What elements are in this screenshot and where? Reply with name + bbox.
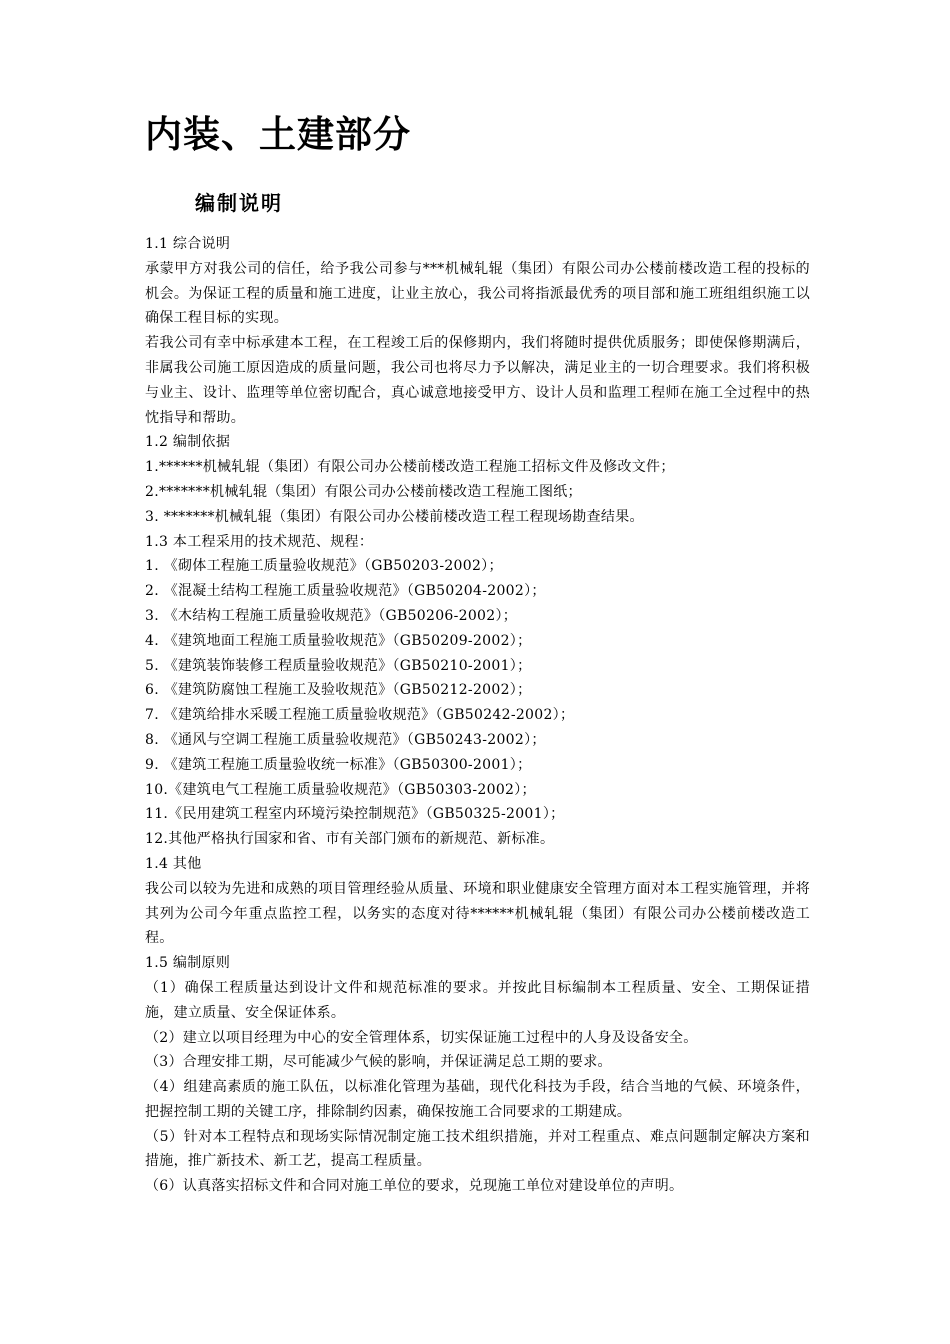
paragraph: 1.******机械轧辊（集团）有限公司办公楼前楼改造工程施工招标文件及修改文件； [145, 459, 675, 476]
paragraph: （1）确保工程质量达到设计文件和规范标准的要求。并按此目标编制本工程质量、安全、工期保证措施，建立质量、安全保证体系。 [145, 979, 810, 1021]
paragraph: 7. 《建筑给排水采暖工程施工质量验收规范》（GB50242-2002）； [145, 707, 575, 724]
section-heading: 编制说明 [195, 191, 283, 215]
paragraph: 1.5 编制原则 [145, 955, 231, 972]
paragraph: 9. 《建筑工程施工质量验收统一标准》（GB50300-2001）； [145, 756, 532, 773]
paragraph: 6. 《建筑防腐蚀工程施工及验收规范》（GB50212-2002）； [145, 682, 532, 699]
paragraph: 11.《民用建筑工程室内环境污染控制规范》（GB50325-2001）； [145, 806, 565, 823]
paragraph: 我公司以较为先进和成熟的项目管理经验从质量、环境和职业健康安全管理方面对本工程实施管理，并将其列为公司今年重点监控工程，以务实的态度对待******机械轧辊（集团）有限公司办公楼前楼改造工程。 [145, 880, 810, 947]
paragraph: （5）针对本工程特点和现场实际情况制定施工技术组织措施，并对工程重点、难点问题制定解决方案和措施，推广新技术、新工艺，提高工程质量。 [145, 1128, 810, 1170]
paragraph: 10.《建筑电气工程施工质量验收规范》（GB50303-2002）； [145, 781, 536, 798]
paragraph: 若我公司有幸中标承建本工程，在工程竣工后的保修期内，我们将随时提供优质服务；即使保修期满后，非属我公司施工原因造成的质量问题，我公司也将尽力予以解决，满足业主的一切合理要求。我们将积极与业主、设计、监理等单位密切配合，真心诚意地接受甲方、设计人员和监理工程师在施工全过程中的热忱指导和帮助。 [145, 335, 810, 426]
paragraph: 3. *******机械轧辊（集团）有限公司办公楼前楼改造工程工程现场勘查结果。 [145, 508, 644, 525]
document-body [145, 232, 810, 1199]
paragraph: （3）合理安排工期，尽可能减少气候的影响，并保证满足总工期的要求。 [145, 1054, 612, 1071]
document-title: 内装、土建部分 [145, 113, 411, 156]
paragraph: 5. 《建筑装饰装修工程质量验收规范》（GB50210-2001）； [145, 657, 532, 674]
document-page [145, 110, 810, 1199]
paragraph: 3. 《木结构工程施工质量验收规范》（GB50206-2002）； [145, 607, 518, 624]
paragraph: （4）组建高素质的施工队伍，以标准化管理为基础，现代化科技为手段，结合当地的气候、环境条件，把握控制工期的关键工序，排除制约因素，确保按施工合同要求的工期建成。 [145, 1079, 810, 1120]
paragraph: 2.*******机械轧辊（集团）有限公司办公楼前楼改造工程施工图纸； [145, 483, 582, 500]
paragraph: （2）建立以项目经理为中心的安全管理体系，切实保证施工过程中的人身及设备安全。 [145, 1029, 698, 1046]
paragraph: 1.3 本工程采用的技术规范、规程： [145, 533, 374, 550]
paragraph: 1. 《砌体工程施工质量验收规范》（GB50203-2002）； [145, 558, 503, 575]
paragraph: （6）认真落实招标文件和合同对施工单位的要求，兑现施工单位对建设单位的声明。 [145, 1178, 684, 1195]
paragraph: 12.其他严格执行国家和省、市有关部门颁布的新规范、新标准。 [145, 831, 555, 848]
paragraph: 8. 《通风与空调工程施工质量验收规范》（GB50243-2002）； [145, 731, 546, 748]
paragraph: 承蒙甲方对我公司的信任，给予我公司参与***机械轧辊（集团）有限公司办公楼前楼改造工程的投标的机会。为保证工程的质量和施工进度，让业主放心，我公司将指派最优秀的项目部和施工班组组织施工以确保工程目标的实现。 [145, 260, 810, 327]
paragraph: 1.4 其他 [145, 855, 202, 872]
paragraph: 4. 《建筑地面工程施工质量验收规范》（GB50209-2002）； [145, 632, 532, 649]
paragraph: 2. 《混凝土结构工程施工质量验收规范》（GB50204-2002）； [145, 583, 546, 600]
paragraph: 1.2 编制依据 [145, 434, 231, 451]
paragraph: 1.1 综合说明 [145, 236, 231, 252]
